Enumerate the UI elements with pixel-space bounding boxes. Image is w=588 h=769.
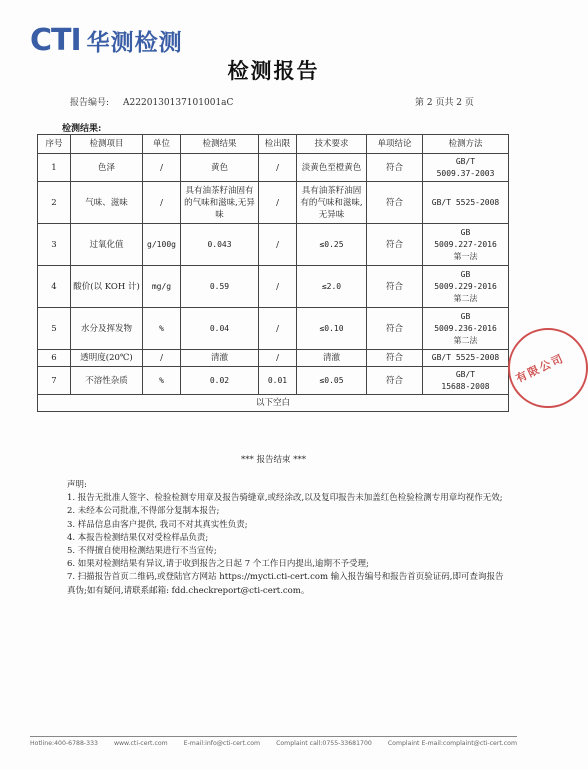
cell-unit: % <box>143 308 181 350</box>
footer-divider <box>30 736 517 737</box>
method-line: 第二法 <box>453 293 478 303</box>
cell-result: 黄色 <box>181 154 259 182</box>
cell-verdict: 符合 <box>367 266 423 308</box>
cell-unit: / <box>143 350 181 367</box>
method-line: 15688-2008 <box>441 381 490 391</box>
report-number-label: 报告编号: <box>70 98 110 108</box>
table-row <box>38 154 509 182</box>
cell-no: 1 <box>38 154 71 182</box>
cell-requirement: 淡黄色至橙黄色 <box>297 154 367 182</box>
cell-method <box>423 350 509 367</box>
blank-note: 以下空白 <box>38 395 509 412</box>
cell-method <box>423 308 509 350</box>
footer-hotline: Hotline:400-6788-333 <box>30 740 98 747</box>
cell-result: 0.043 <box>181 224 259 266</box>
cell-limit: / <box>259 308 297 350</box>
cell-limit: 0.01 <box>259 367 297 395</box>
declaration-item: 1. 报告无批准人签字、检验检测专用章及报告骑缝章,或经涂改,以及复印报告未加盖红色检验检测专用章均视作无效; <box>67 493 503 504</box>
cell-requirement: ≤2.0 <box>297 266 367 308</box>
cell-no: 5 <box>38 308 71 350</box>
cell-unit: g/100g <box>143 224 181 266</box>
declaration-item: 6. 如果对检测结果有异议,请于收到报告之日起 7 个工作日内提出,逾期不予受理; <box>67 559 369 570</box>
cell-limit: / <box>259 182 297 224</box>
cell-requirement: ≤0.10 <box>297 308 367 350</box>
footer-email: E-mail:info@cti-cert.com <box>183 740 261 747</box>
cell-limit: / <box>259 350 297 367</box>
cell-method <box>423 367 509 395</box>
table-blank-row <box>38 395 509 412</box>
method-line: GB/T <box>455 369 476 379</box>
cell-limit: / <box>259 154 297 182</box>
cell-result: 具有油茶籽油固有的气味和滋味,无异味 <box>181 182 259 224</box>
cell-verdict: 符合 <box>367 224 423 266</box>
cell-result: 清澈 <box>181 350 259 367</box>
method-line: GB <box>460 311 471 321</box>
declaration-item: 7. 扫描报告首页二维码,或登陆官方网站 https://mycti.cti-cert.com 输入报告编号和报告首页验证码,即可查询报告真伪;如有疑问,请联系邮箱: fdd.checkreport@cti-cert.com。 <box>67 572 504 596</box>
report-title: 检测报告 <box>227 58 320 83</box>
declaration-title: 声明: <box>67 480 87 490</box>
cell-no: 7 <box>38 367 71 395</box>
cell-no: 4 <box>38 266 71 308</box>
cell-item: 不溶性杂质 <box>71 367 143 395</box>
method-line: GB <box>460 269 471 279</box>
method-line: GB <box>460 227 471 237</box>
col-header-verdict: 单项结论 <box>367 135 423 154</box>
col-header-result: 检测结果 <box>181 135 259 154</box>
col-header-unit: 单位 <box>143 135 181 154</box>
cell-item: 水分及挥发物 <box>71 308 143 350</box>
cell-verdict: 符合 <box>367 350 423 367</box>
method-line: GB/T 5525-2008 <box>431 197 500 207</box>
cell-limit: / <box>259 224 297 266</box>
footer <box>30 740 517 747</box>
col-header-item: 检测项目 <box>71 135 143 154</box>
cell-method <box>423 182 509 224</box>
table-row <box>38 367 509 395</box>
declaration-item: 5. 不得擅自使用检测结果进行不当宣传; <box>67 546 217 557</box>
declaration <box>67 479 507 598</box>
cell-result: 0.04 <box>181 308 259 350</box>
cell-item: 气味、滋味 <box>71 182 143 224</box>
report-end-note: *** 报告结束 *** <box>241 455 306 465</box>
cell-result: 0.59 <box>181 266 259 308</box>
cell-method <box>423 224 509 266</box>
page-info: 第 2 页共 2 页 <box>415 98 474 108</box>
cell-unit: / <box>143 154 181 182</box>
cell-requirement: ≤0.05 <box>297 367 367 395</box>
method-line: GB/T 5525-2008 <box>431 353 500 362</box>
cell-verdict: 符合 <box>367 154 423 182</box>
footer-complaint-call: Complaint call:0755-33681700 <box>276 740 372 747</box>
table-row <box>38 224 509 266</box>
footer-website: www.cti-cert.com <box>113 740 168 747</box>
method-line: GB/T <box>455 156 476 166</box>
cell-no: 2 <box>38 182 71 224</box>
cell-item: 酸价(以 KOH 计) <box>71 266 143 308</box>
cell-item: 色泽 <box>71 154 143 182</box>
table-row <box>38 266 509 308</box>
declaration-item: 3. 样品信息由客户提供, 我司不对其真实性负责; <box>67 519 248 530</box>
report-number <box>70 95 233 108</box>
cell-unit: / <box>143 182 181 224</box>
col-header-limit: 检出限 <box>259 135 297 154</box>
cell-unit: mg/g <box>143 266 181 308</box>
cell-unit: % <box>143 367 181 395</box>
method-line: 5009.236-2016 <box>434 323 497 333</box>
declaration-item: 2. 未经本公司批准,不得部分复制本报告; <box>67 506 220 517</box>
cell-verdict: 符合 <box>367 182 423 224</box>
col-header-no: 序号 <box>38 135 71 154</box>
cell-requirement: 清澈 <box>297 350 367 367</box>
method-line: 5009.37-2003 <box>436 168 495 178</box>
cell-requirement: ≤0.25 <box>297 224 367 266</box>
table-row <box>38 182 509 224</box>
method-line: 5009.229-2016 <box>434 281 497 291</box>
logo-chinese-name: 华测检测 <box>86 29 183 56</box>
declaration-item: 4. 本报告检测结果仅对受检样品负责; <box>67 532 209 543</box>
results-section-label: 检测结果: <box>62 124 102 134</box>
table-row <box>38 350 509 367</box>
cell-method <box>423 266 509 308</box>
company-seal <box>508 328 588 408</box>
col-header-requirement: 技术要求 <box>297 135 367 154</box>
cell-result: 0.02 <box>181 367 259 395</box>
cell-verdict: 符合 <box>367 367 423 395</box>
cell-no: 6 <box>38 350 71 367</box>
logo-mark: CTI <box>30 22 81 58</box>
cell-item: 透明度(20℃) <box>71 350 143 367</box>
col-header-method: 检测方法 <box>423 135 509 154</box>
company-logo <box>30 20 183 60</box>
cell-limit: / <box>259 266 297 308</box>
cell-requirement: 具有油茶籽油固有的气味和滋味,无异味 <box>297 182 367 224</box>
table-row <box>38 308 509 350</box>
cell-no: 3 <box>38 224 71 266</box>
cell-item: 过氧化值 <box>71 224 143 266</box>
method-line: 第二法 <box>453 335 478 345</box>
report-number-value: A2220130137101001aC <box>123 98 234 108</box>
seal-text: 有限公司 <box>513 351 567 386</box>
results-table <box>37 134 509 412</box>
table-header-row <box>38 135 509 154</box>
method-line: 第一法 <box>453 251 478 261</box>
footer-complaint-email: Complaint E-mail:complaint@cti-cert.com <box>387 740 517 747</box>
cell-verdict: 符合 <box>367 308 423 350</box>
method-line: 5009.227-2016 <box>434 239 497 249</box>
cell-method <box>423 154 509 182</box>
